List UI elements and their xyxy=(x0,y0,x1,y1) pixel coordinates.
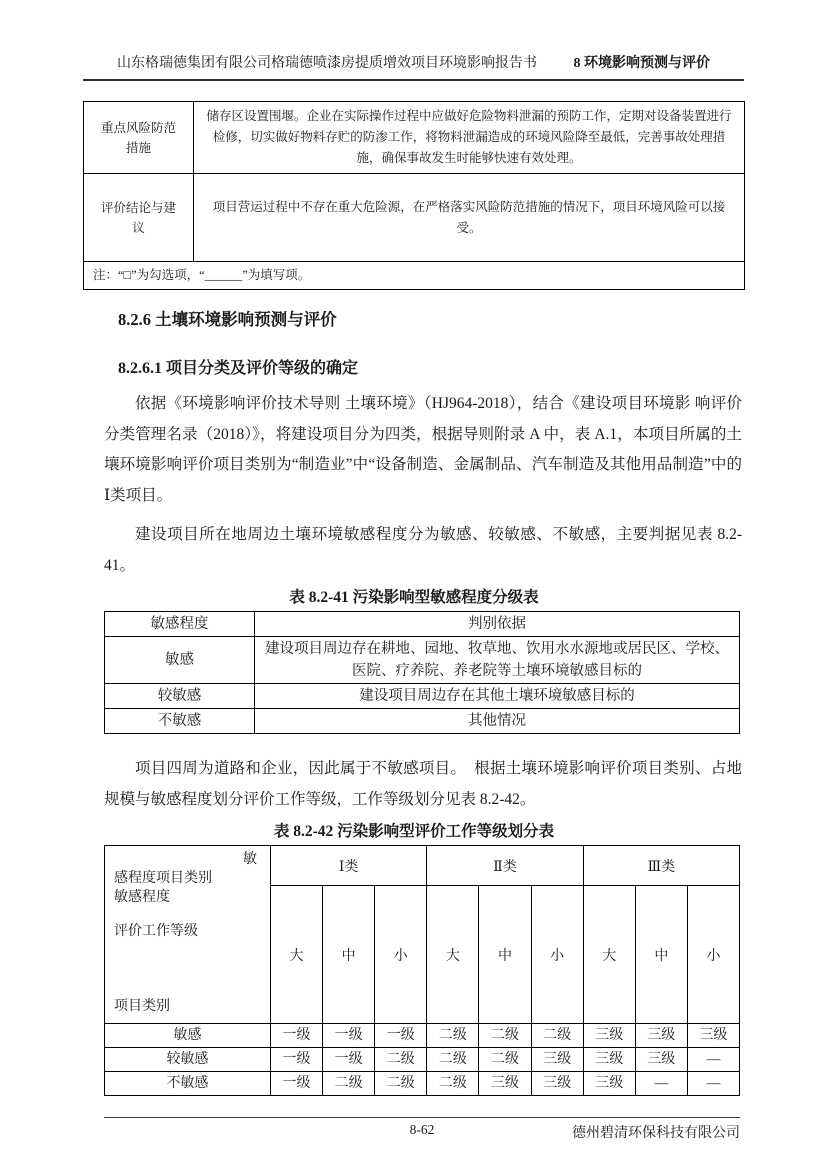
table-row xyxy=(105,1048,740,1072)
grade-cell: 一级 xyxy=(323,1048,375,1072)
data-cell: 较敏感 xyxy=(105,684,255,709)
page-footer xyxy=(104,1117,740,1143)
subsection-heading: 8.2.6.1 项目分类及评价等级的确定 xyxy=(118,360,359,377)
risk-content-cell: 储存区设置围堰。企业在实际操作过程中应做好危险物料泄漏的预防工作，定期对设备装置进行检修，切实做好物料存贮的防渗工作，将物料泄漏造成的环境风险降至最低，完善事故处理措施，确保事故发生时能够快速有效处理。 xyxy=(194,102,745,174)
grade-cell: 二级 xyxy=(375,1048,427,1072)
table-note-cell: 注：“□”为勾选项，“______”为填写项。 xyxy=(84,262,745,290)
grade-cell: 二级 xyxy=(427,1072,479,1096)
class-header-cell: Ⅰ类 xyxy=(271,846,427,886)
body-paragraph: 建设项目所在地周边土壤环境敏感程度分为敏感、较敏感、不敏感，主要判据见表 8.2-41。 xyxy=(104,526,742,574)
grade-cell: 一级 xyxy=(271,1072,323,1096)
size-header-cell: 中 xyxy=(635,886,687,1024)
data-cell: 建设项目周边存在耕地、园地、牧草地、饮用水水源地或居民区、学校、医院、疗养院、养老院等土壤环境敏感目标的 xyxy=(255,637,740,684)
grade-cell: 二级 xyxy=(427,1048,479,1072)
corner-line: 敏感程度 xyxy=(114,890,170,905)
body-paragraph: 依据《环境影响评价技术导则 土壤环境》（HJ964-2018），结合《建设项目环境影 响评价分类管理名录（2018）》，将建设项目分为四类，根据导则附录 A 中，表 A.1，本项目所属的土壤环境影响评价项目类别为“制造业”中“设备制造、金属制品、汽车制造及其他用品制造”中的Ⅰ类项目。 xyxy=(104,395,742,504)
grade-cell: 二级 xyxy=(479,1024,531,1048)
risk-content-cell: 项目营运过程中不存在重大危险源，在严格落实风险防范措施的情况下，项目环境风险可以接受。 xyxy=(194,174,745,262)
header-doc-title: 山东格瑞德集团有限公司格瑞德喷漆房提质增效项目环境影响报告书 xyxy=(117,56,537,71)
page-header xyxy=(83,52,744,81)
row-label-cell: 敏感 xyxy=(105,1024,271,1048)
grade-cell: 一级 xyxy=(271,1048,323,1072)
risk-label-cell: 重点风险防范措施 xyxy=(84,102,194,174)
table-row xyxy=(105,684,740,709)
grade-cell: — xyxy=(635,1072,687,1096)
class-header-cell: Ⅲ类 xyxy=(583,846,739,886)
data-cell: 其他情况 xyxy=(255,709,740,734)
grade-cell: 三级 xyxy=(583,1048,635,1072)
grade-cell: 二级 xyxy=(479,1048,531,1072)
size-header-cell: 中 xyxy=(479,886,531,1024)
table-row xyxy=(105,1072,740,1096)
grade-cell: — xyxy=(687,1048,739,1072)
grade-cell: 三级 xyxy=(531,1072,583,1096)
company-name: 德州碧清环保科技有限公司 xyxy=(572,1126,740,1141)
sensitivity-table xyxy=(104,611,740,734)
risk-label-cell: 评价结论与建议 xyxy=(84,174,194,262)
corner-line: 感程度项目类别 xyxy=(114,871,212,886)
grade-cell: 三级 xyxy=(635,1024,687,1048)
size-header-cell: 大 xyxy=(427,886,479,1024)
table-row xyxy=(105,1024,740,1048)
data-cell: 敏感 xyxy=(105,637,255,684)
table-row xyxy=(105,637,740,684)
grade-cell: 三级 xyxy=(583,1024,635,1048)
class-header-cell: Ⅱ类 xyxy=(427,846,583,886)
body-paragraph: 项目四周为道路和企业，因此属于不敏感项目。 根据土壤环境影响评价项目类别、占地规模与敏感程度划分评价工作等级，工作等级划分见表 8.2-42。 xyxy=(104,760,742,808)
size-header-cell: 中 xyxy=(323,886,375,1024)
data-cell: 建设项目周边存在其他土壤环境敏感目标的 xyxy=(255,684,740,709)
grade-cell: 三级 xyxy=(479,1072,531,1096)
size-header-cell: 大 xyxy=(271,886,323,1024)
grade-cell: 三级 xyxy=(531,1048,583,1072)
page-number: 8-62 xyxy=(409,1122,435,1137)
header-chapter-title: 8 环境影响预测与评价 xyxy=(573,56,710,71)
table-caption: 表 8.2-42 污染影响型评价工作等级划分表 xyxy=(273,823,555,840)
grade-cell: 一级 xyxy=(323,1024,375,1048)
data-cell: 不敏感 xyxy=(105,709,255,734)
grade-cell: 二级 xyxy=(427,1024,479,1048)
grade-cell: 二级 xyxy=(323,1072,375,1096)
table-header-row xyxy=(105,612,740,637)
grade-cell: — xyxy=(687,1072,739,1096)
corner-header-cell xyxy=(105,846,271,1024)
grade-cell: 一级 xyxy=(271,1024,323,1048)
grade-table xyxy=(104,845,740,1096)
table-row xyxy=(84,102,745,174)
row-label-cell: 不敏感 xyxy=(105,1072,271,1096)
corner-line: 项目类别 xyxy=(114,999,170,1014)
table-caption: 表 8.2-41 污染影响型敏感程度分级表 xyxy=(289,589,539,606)
corner-header-content xyxy=(107,847,268,1019)
risk-summary-table xyxy=(83,101,745,290)
table-row xyxy=(105,709,740,734)
size-header-cell: 大 xyxy=(583,886,635,1024)
row-label-cell: 较敏感 xyxy=(105,1048,271,1072)
corner-line: 评价工作等级 xyxy=(114,924,198,939)
corner-line: 敏 xyxy=(243,852,257,867)
grade-cell: 二级 xyxy=(375,1072,427,1096)
table-header-row xyxy=(105,846,740,886)
page-header-row xyxy=(83,52,744,72)
grade-cell: 三级 xyxy=(583,1072,635,1096)
table-row xyxy=(84,174,745,262)
section-heading: 8.2.6 土壤环境影响预测与评价 xyxy=(118,310,337,329)
header-cell: 敏感程度 xyxy=(105,612,255,637)
table-row xyxy=(84,262,745,290)
grade-cell: 二级 xyxy=(531,1024,583,1048)
header-cell: 判别依据 xyxy=(255,612,740,637)
size-header-cell: 小 xyxy=(531,886,583,1024)
grade-cell: 三级 xyxy=(635,1048,687,1072)
size-header-cell: 小 xyxy=(687,886,739,1024)
grade-cell: 一级 xyxy=(375,1024,427,1048)
grade-cell: 三级 xyxy=(687,1024,739,1048)
size-header-cell: 小 xyxy=(375,886,427,1024)
